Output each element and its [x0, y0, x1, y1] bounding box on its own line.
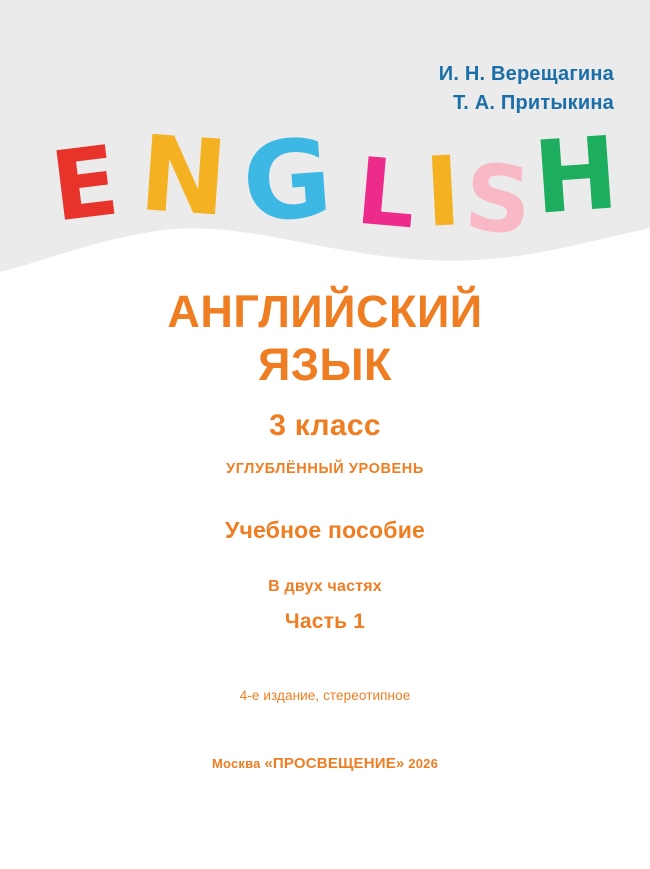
grade-label: 3 класс	[269, 409, 381, 443]
parts-label: В двух частях	[268, 578, 382, 596]
author-name-1: И. Н. Верещагина	[438, 63, 614, 85]
english-letter-l: L	[352, 137, 421, 250]
english-wordmark	[45, 108, 622, 258]
edition-label: 4-е издание, стереотипное	[239, 688, 411, 704]
part-number-label: Часть 1	[284, 610, 366, 634]
authors-block	[439, 60, 614, 118]
english-letter-n: N	[135, 112, 232, 240]
publisher-year: 2026	[404, 756, 439, 771]
author-name-2: Т. А. Притыкина	[453, 92, 614, 114]
level-label: УГЛУБЛЁННЫЙ УРОВЕНЬ	[226, 461, 424, 478]
english-letter-g: G	[238, 116, 336, 247]
english-letter-e: E	[45, 124, 125, 244]
publisher-name: «ПРОСВЕЩЕНИЕ»	[264, 755, 405, 772]
english-letter-h: H	[529, 114, 622, 237]
publisher-city: Москва	[211, 756, 265, 771]
title-block	[0, 285, 650, 703]
publisher-line	[0, 755, 650, 772]
english-letter-s: S	[461, 143, 535, 256]
subject-title-line-2: ЯЗЫК	[257, 339, 393, 391]
book-kind-label: Учебное пособие	[224, 517, 426, 544]
english-letter-i: I	[422, 135, 464, 249]
subject-title-line-1: АНГЛИЙСКИЙ	[167, 286, 483, 337]
